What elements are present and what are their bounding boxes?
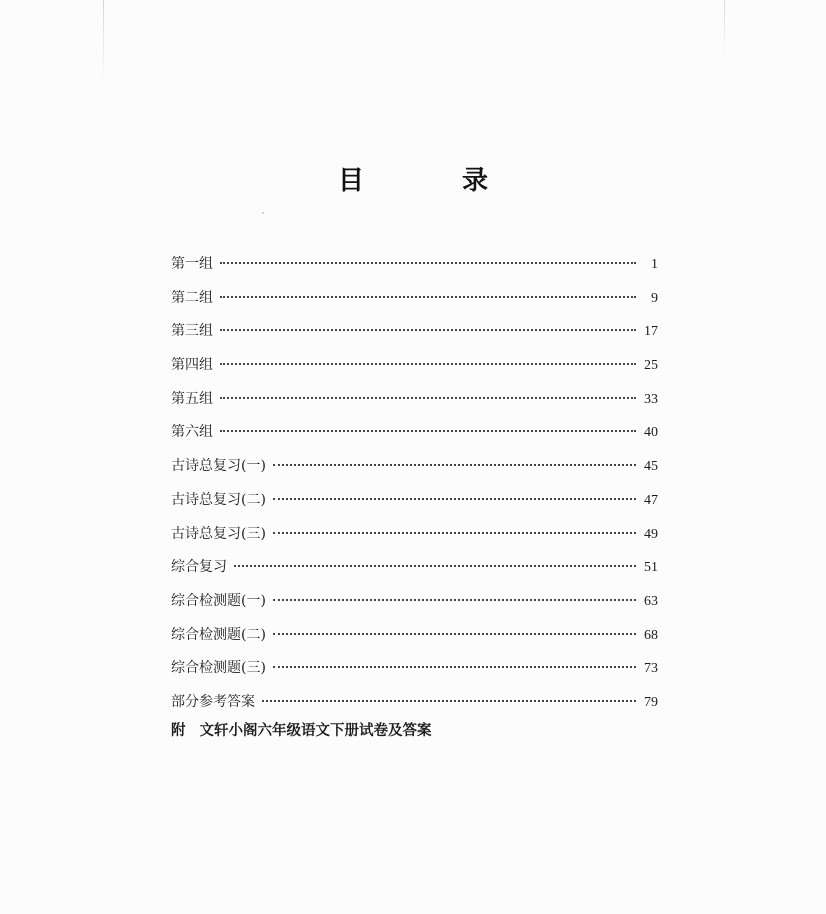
toc-entry-page-number: 40	[644, 425, 658, 441]
toc-entry-label: 第三组	[171, 323, 213, 340]
toc-leader-dots	[220, 296, 636, 298]
toc-entry-label: 第六组	[171, 424, 213, 441]
toc-leader-dots	[273, 666, 636, 668]
toc-entry	[171, 252, 658, 286]
toc-entry-page-number: 1	[651, 257, 658, 272]
toc-entry-label: 古诗总复习(三)	[171, 525, 266, 542]
appendix-mark: 附	[171, 722, 186, 739]
toc-entry-page-number: 33	[644, 391, 658, 407]
toc-entry-page-number: 47	[644, 492, 658, 508]
toc-entry	[171, 656, 658, 690]
appendix-line	[171, 719, 432, 740]
toc-entry-label: 综合复习	[171, 559, 227, 576]
toc-entry-label: 第二组	[171, 289, 213, 306]
toc-entry-page-number: 63	[644, 593, 658, 609]
toc-entry	[171, 589, 658, 623]
toc-entry-label: 部分参考答案	[171, 693, 255, 710]
toc-leader-dots	[273, 464, 636, 466]
toc-entry-page-number: 9	[651, 290, 658, 306]
page-edge-shadow-right	[724, 0, 725, 60]
toc-entry-page-number: 45	[644, 459, 658, 475]
page-edge-shadow	[103, 0, 104, 84]
toc-entry-page-number: 73	[644, 661, 658, 677]
toc-entry	[171, 522, 658, 556]
toc-entry-label: 第五组	[171, 390, 213, 407]
toc-leader-dots	[262, 700, 636, 702]
print-speck	[262, 212, 264, 214]
toc-entry	[171, 353, 658, 387]
table-of-contents	[171, 252, 658, 724]
toc-leader-dots	[220, 329, 636, 331]
toc-leader-dots	[220, 363, 636, 365]
toc-leader-dots	[273, 498, 636, 500]
toc-entry	[171, 488, 658, 522]
toc-entry-label: 第四组	[171, 357, 213, 374]
toc-entry-page-number: 68	[644, 627, 658, 643]
toc-leader-dots	[273, 599, 636, 601]
toc-entry-label: 第一组	[171, 256, 213, 272]
page-title: 目 录	[337, 166, 524, 196]
toc-entry-page-number: 79	[644, 694, 658, 710]
toc-entry-page-number: 25	[644, 358, 658, 374]
appendix-text: 文轩小阁六年级语文下册试卷及答案	[199, 722, 432, 739]
toc-entry-label: 古诗总复习(一)	[171, 458, 266, 475]
toc-leader-dots	[273, 532, 636, 534]
toc-entry-label: 综合检测题(二)	[171, 626, 266, 643]
toc-entry-page-number: 17	[644, 324, 658, 340]
toc-entry	[171, 286, 658, 320]
toc-leader-dots	[234, 565, 636, 567]
toc-entry	[171, 454, 658, 488]
toc-entry	[171, 387, 658, 421]
toc-leader-dots	[220, 262, 636, 264]
toc-entry	[171, 319, 658, 353]
toc-leader-dots	[220, 397, 636, 399]
toc-leader-dots	[273, 633, 636, 635]
toc-entry-page-number: 49	[644, 526, 658, 542]
toc-entry-label: 综合检测题(三)	[171, 660, 266, 677]
toc-entry	[171, 623, 658, 657]
toc-entry	[171, 555, 658, 589]
toc-leader-dots	[220, 430, 636, 432]
toc-entry-label: 古诗总复习(二)	[171, 491, 266, 508]
toc-entry-label: 综合检测题(一)	[171, 592, 266, 609]
toc-entry-page-number: 51	[644, 560, 658, 576]
toc-entry	[171, 420, 658, 454]
